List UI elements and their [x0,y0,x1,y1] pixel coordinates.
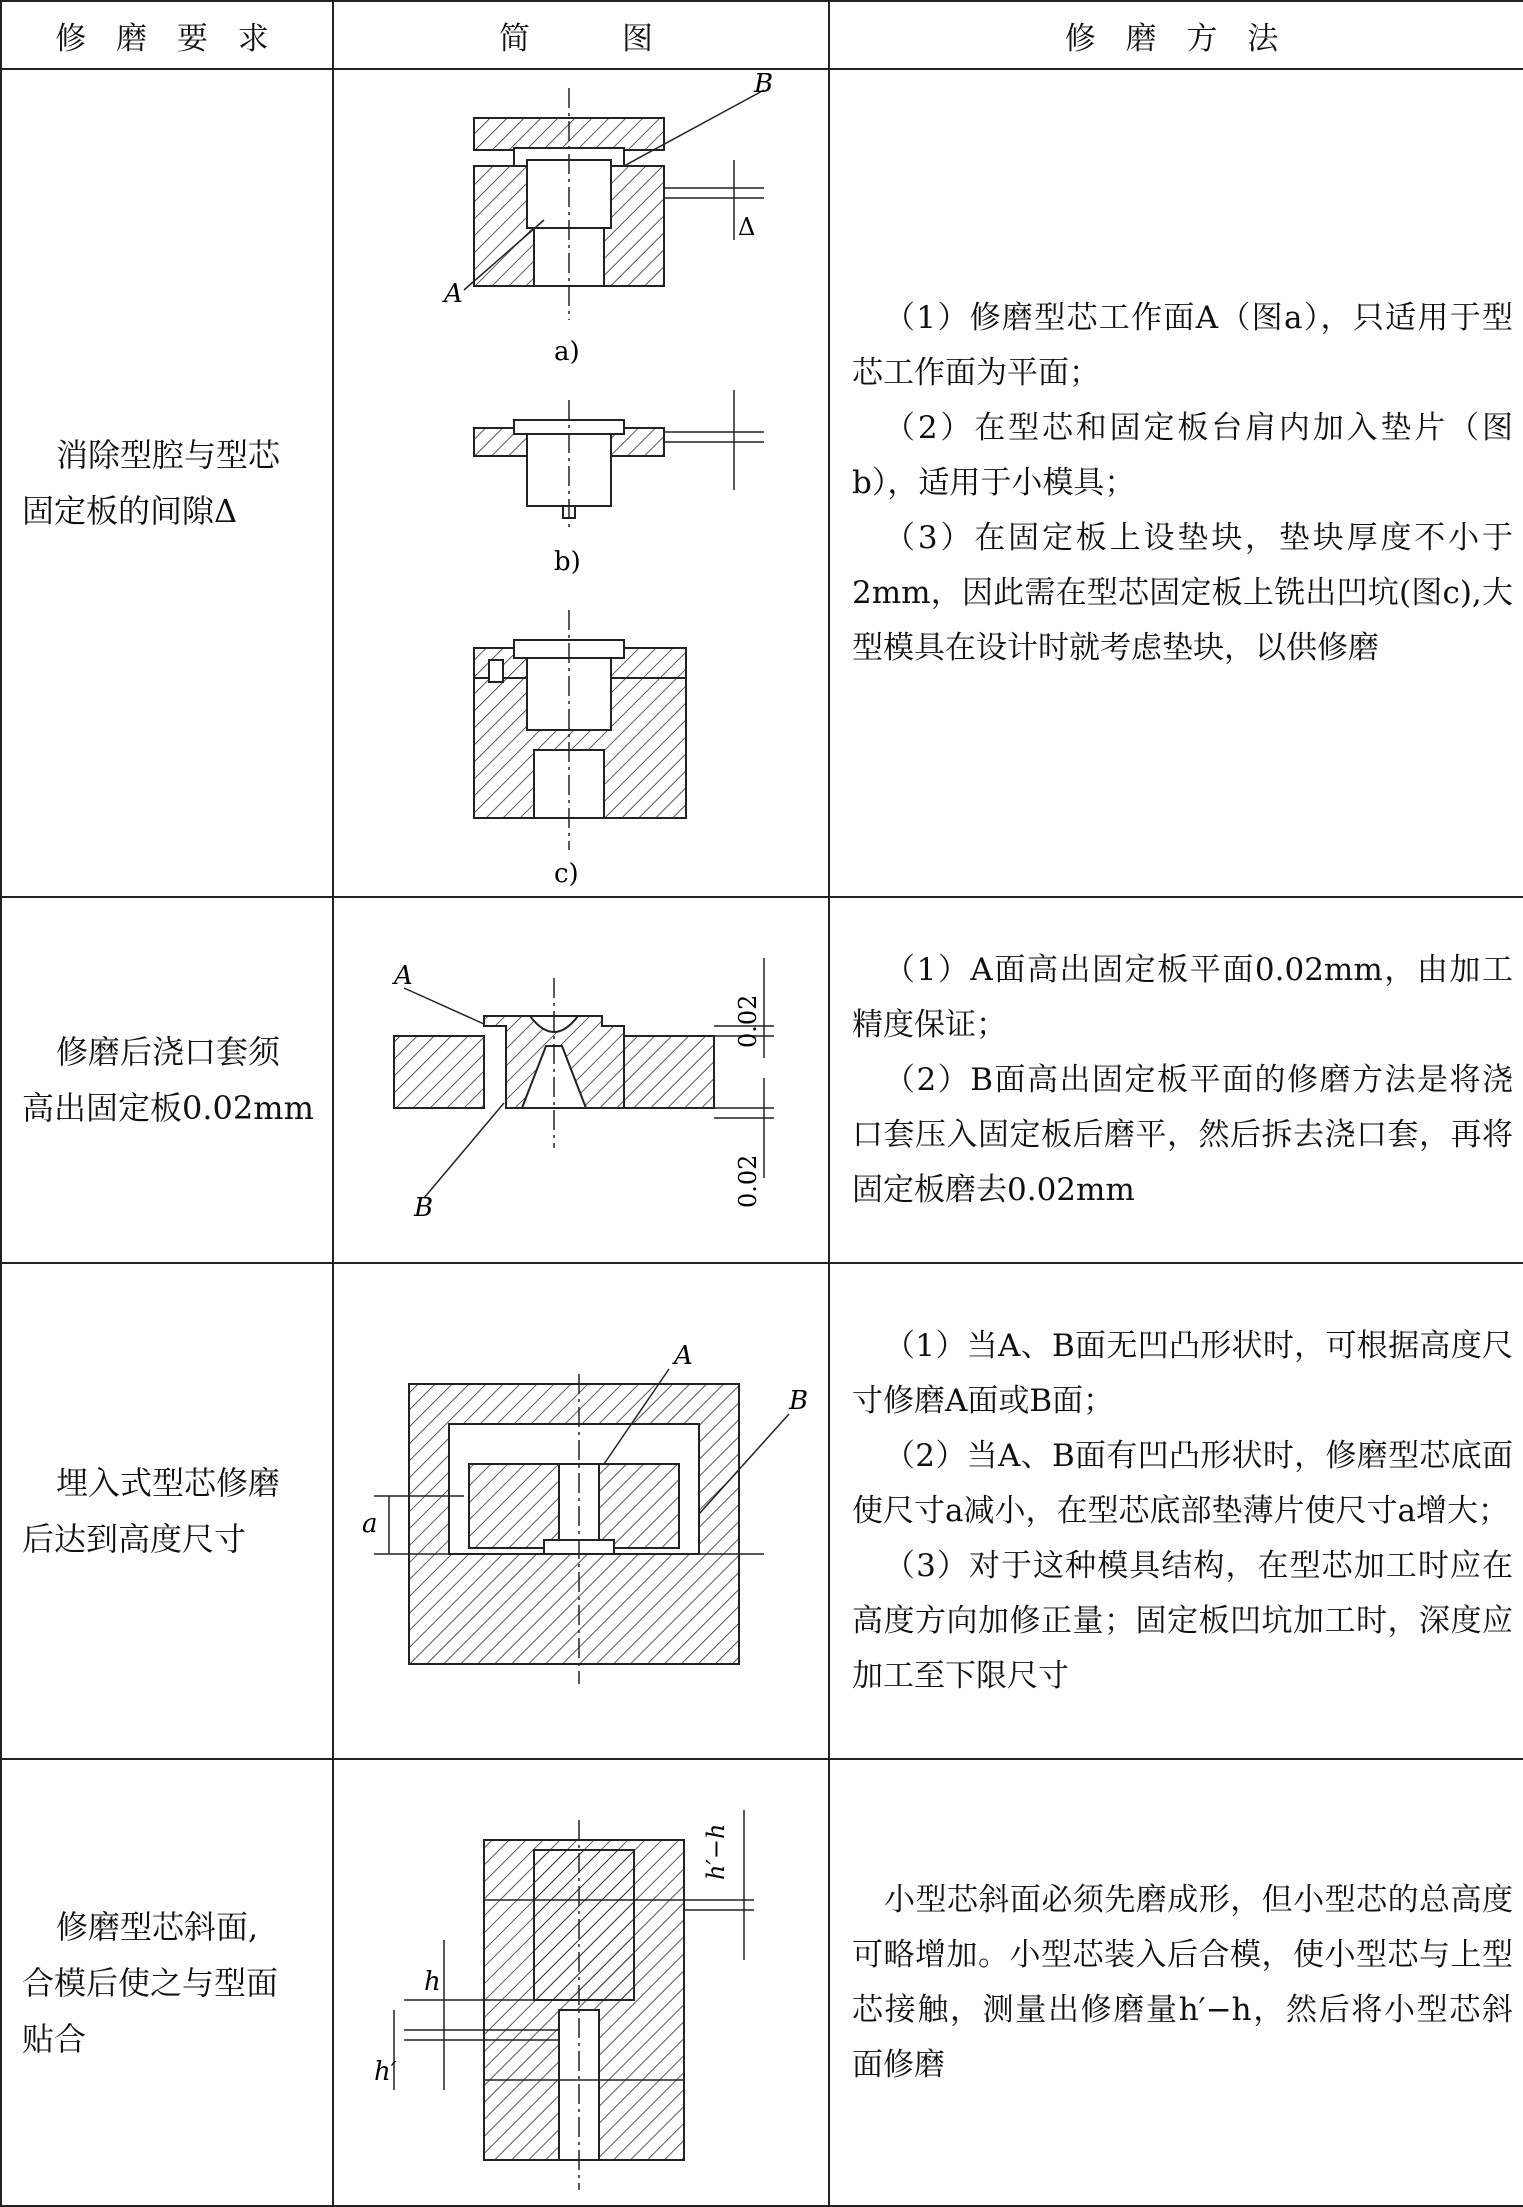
label-A: A [444,279,463,309]
header-figure: 简 图 [333,1,829,69]
requirement-cell: 修磨型芯斜面, 合模后使之与型面 贴合 [1,1759,333,2206]
caption-a: a) [554,337,580,367]
figure-inclined-core [334,1760,830,2205]
figure-b [474,390,764,577]
caption-c: c) [554,859,579,889]
requirement-cell: 消除型腔与型芯 固定板的间隙Δ [1,69,333,897]
label-hh: h′−h [702,1823,730,1880]
label-B: B [414,1193,434,1223]
method-cell: （1）当A、B面无凹凸形状时，可根据高度尺寸修磨A面或B面； （2）当A、B面有凹凸形状时，修磨型芯底面使尺寸a减小，在型芯底部垫薄片使尺寸a增大； （3）对于这种模具结构，在型芯加工时应在高度方向加修正量；固定板凹坑加工时，深度应加工至下限尺寸 [829,1263,1523,1759]
label-A: A [394,961,413,991]
figure-embedded-core [334,1264,830,1758]
figure-gap-elimination [334,70,830,896]
header-row [1,1,1523,69]
figure-cell [333,1759,829,2206]
label-hp: h′ [374,2057,397,2087]
method-cell: （1）修磨型芯工作面A（图a），只适用于型芯工作面为平面； （2）在型芯和固定板台肩内加入垫片（图b），适用于小模具； （3）在固定板上设垫块，垫块厚度不小于2mm，因此需在型芯固定板上铣出凹坑(图c),大型模具在设计时就考虑垫块，以供修磨 [829,69,1523,897]
table-row [1,1759,1523,2206]
figure-sprue-bushing [334,898,830,1262]
method-cell: 小型芯斜面必须先磨成形，但小型芯的总高度可略增加。小型芯装入后合模，使小型芯与上型芯接触，测量出修磨量h′−h，然后将小型芯斜面修磨 [829,1759,1523,2206]
table-row [1,897,1523,1263]
label-delta: Δ [738,213,756,241]
label-B: B [789,1386,809,1416]
label-a: a [362,1509,378,1539]
label-B: B [754,70,774,99]
requirement-cell: 修磨后浇口套须 高出固定板0.02mm [1,897,333,1263]
requirement-cell: 埋入式型芯修磨 后达到高度尺寸 [1,1263,333,1759]
table-row [1,1263,1523,1759]
label-h: h [424,1967,441,1997]
label-A: A [674,1341,693,1371]
dim-1: 0.02 [734,994,762,1048]
caption-b: b) [554,547,581,577]
header-method: 修 磨 方 法 [829,1,1523,69]
figure-a [442,70,773,367]
figure-cell [333,897,829,1263]
table-row [1,69,1523,897]
header-requirement: 修 磨 要 求 [1,1,333,69]
figure-cell [333,1263,829,1759]
figure-cell [333,69,829,897]
method-cell: （1）A面高出固定板平面0.02mm，由加工精度保证； （2）B面高出固定板平面的修磨方法是将浇口套压入固定板后磨平，然后拆去浇口套，再将固定板磨去0.02mm [829,897,1523,1263]
figure-c [474,610,686,889]
dim-2: 0.02 [734,1154,762,1208]
